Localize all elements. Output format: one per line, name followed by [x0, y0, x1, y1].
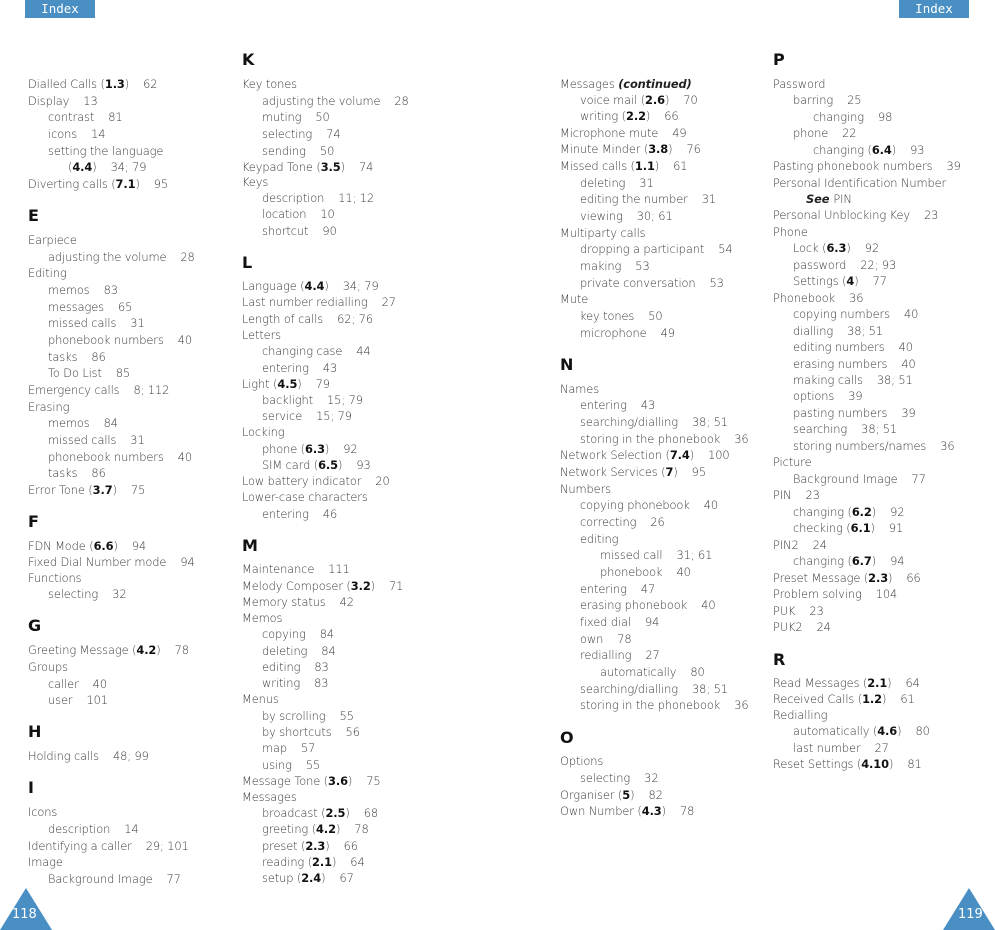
- index-entry: Network Selection (7.4) 100: [560, 448, 730, 462]
- index-subentry: changing (6.2) 92: [793, 505, 905, 519]
- index-subentry: redialling 27: [580, 648, 660, 662]
- index-subentry: barring 25: [793, 93, 862, 107]
- index-subentry: entering 47: [580, 582, 656, 596]
- index-entry: Password: [773, 77, 826, 91]
- index-subentry: storing in the phonebook 36: [580, 698, 749, 712]
- index-entry: Picture: [773, 455, 812, 469]
- index-entry: Messages (continued): [560, 77, 692, 91]
- index-entry: PUK 23: [773, 604, 824, 618]
- index-subentry: user 101: [48, 693, 108, 707]
- index-subentry: phone (6.3) 92: [262, 442, 358, 456]
- index-subentry: To Do List 85: [48, 366, 131, 380]
- index-letter-heading: R: [773, 650, 786, 669]
- index-entry: Fixed Dial Number mode 94: [28, 555, 195, 569]
- index-entry: Diverting calls (7.1) 95: [28, 177, 169, 191]
- index-subentry: making 53: [580, 259, 650, 273]
- header-tab-left: Index: [25, 0, 95, 18]
- index-subentry: map 57: [262, 741, 316, 755]
- index-subentry: last number 27: [793, 741, 889, 755]
- index-subentry: messages 65: [48, 300, 133, 314]
- index-subentry: entering 46: [262, 507, 338, 521]
- index-subentry: shortcut 90: [262, 224, 337, 238]
- index-subentry: setting the language: [48, 144, 164, 158]
- index-subentry: dropping a participant 54: [580, 242, 733, 256]
- index-subentry: changing case 44: [262, 344, 371, 358]
- index-entry: Pasting phonebook numbers 39: [773, 159, 961, 173]
- index-entry: Received Calls (1.2) 61: [773, 692, 915, 706]
- index-entry: PIN2 24: [773, 538, 827, 552]
- index-entry: Maintenance 111: [242, 562, 350, 576]
- index-subentry: phone 22: [793, 126, 857, 140]
- index-entry: Editing: [28, 266, 67, 280]
- index-see-reference: See PIN: [806, 192, 852, 206]
- index-subentry: location 10: [262, 207, 335, 221]
- index-entry: Personal Identification Number: [773, 176, 947, 190]
- index-subentry: memos 84: [48, 416, 118, 430]
- index-letter-heading: L: [242, 253, 253, 272]
- index-subentry: description 14: [48, 822, 139, 836]
- index-subentry: phonebook numbers 40: [48, 450, 193, 464]
- index-subentry: memos 83: [48, 283, 118, 297]
- index-entry: Dialled Calls (1.3) 62: [28, 77, 158, 91]
- index-subentry: fixed dial 94: [580, 615, 660, 629]
- index-entry: Personal Unblocking Key 23: [773, 208, 939, 222]
- index-subentry: Settings (4) 77: [793, 274, 887, 288]
- index-entry: Light (4.5) 79: [242, 377, 330, 391]
- index-subentry: missed call 31; 61: [600, 548, 713, 562]
- index-entry: Memos: [242, 611, 283, 625]
- index-entry: Numbers: [560, 482, 611, 496]
- index-subentry: own 78: [580, 632, 632, 646]
- index-entry: Emergency calls 8; 112: [28, 383, 170, 397]
- index-subentry: phonebook numbers 40: [48, 333, 193, 347]
- index-entry: Keypad Tone (3.5) 74: [242, 160, 374, 174]
- index-subentry: erasing numbers 40: [793, 357, 916, 371]
- index-subentry: preset (2.3) 66: [262, 839, 358, 853]
- index-entry: Length of calls 62; 76: [242, 312, 373, 326]
- index-subentry: description 11; 12: [262, 191, 375, 205]
- index-subentry: changing (6.4) 93: [813, 143, 925, 157]
- index-entry: Problem solving 104: [773, 587, 898, 601]
- index-subentry: microphone 49: [580, 326, 675, 340]
- index-entry: Microphone mute 49: [560, 126, 687, 140]
- index-entry: Preset Message (2.3) 66: [773, 571, 921, 585]
- index-subentry: sending 50: [262, 144, 335, 158]
- index-subentry: storing numbers/names 36: [793, 439, 955, 453]
- index-letter-heading: K: [242, 50, 255, 69]
- index-entry: Missed calls (1.1) 61: [560, 159, 688, 173]
- index-subentry: pasting numbers 39: [793, 406, 916, 420]
- index-subentry: editing numbers 40: [793, 340, 913, 354]
- index-entry: Lower-case characters: [242, 490, 368, 504]
- index-subentry: Lock (6.3) 92: [793, 241, 879, 255]
- index-subentry: deleting 31: [580, 176, 654, 190]
- index-subentry: broadcast (2.5) 68: [262, 806, 378, 820]
- index-entry: Functions: [28, 571, 82, 585]
- index-subentry: editing the number 31: [580, 192, 716, 206]
- index-entry: Messages: [242, 790, 297, 804]
- index-letter-heading: F: [28, 512, 39, 531]
- index-subentry: storing in the phonebook 36: [580, 432, 749, 446]
- index-subentry: by scrolling 55: [262, 709, 354, 723]
- index-subentry: changing 98: [813, 110, 893, 124]
- index-subentry: copying numbers 40: [793, 307, 919, 321]
- index-subentry: tasks 86: [48, 350, 106, 364]
- index-entry: Redialling: [773, 708, 828, 722]
- index-subentry: writing 83: [262, 676, 329, 690]
- index-entry: Groups: [28, 660, 69, 674]
- index-subentry: contrast 81: [48, 110, 123, 124]
- index-subentry: password 22; 93: [793, 258, 897, 272]
- index-entry: Phone: [773, 225, 808, 239]
- index-entry: Display 13: [28, 94, 98, 108]
- index-entry: Options: [560, 754, 604, 768]
- index-entry: Names: [560, 382, 600, 396]
- index-entry: Network Services (7) 95: [560, 465, 706, 479]
- index-entry: Erasing: [28, 400, 70, 414]
- index-entry: Language (4.4) 34; 79: [242, 279, 379, 293]
- index-entry: Low battery indicator 20: [242, 474, 390, 488]
- index-entry: PUK2 24: [773, 620, 831, 634]
- index-letter-heading: H: [28, 722, 42, 741]
- header-tab-right: Index: [899, 0, 969, 18]
- index-subentry: phonebook 40: [600, 565, 691, 579]
- index-subentry: using 55: [262, 758, 321, 772]
- index-entry: Message Tone (3.6) 75: [242, 774, 381, 788]
- index-subentry: icons 14: [48, 127, 106, 141]
- index-subentry: backlight 15; 79: [262, 393, 363, 407]
- index-subentry: changing (6.7) 94: [793, 554, 905, 568]
- index-subentry: editing 83: [262, 660, 329, 674]
- index-subentry: automatically (4.6) 80: [793, 724, 930, 738]
- index-entry: Memory status 42: [242, 595, 354, 609]
- index-letter-heading: G: [28, 616, 42, 635]
- index-subentry: selecting 32: [48, 587, 127, 601]
- index-subentry: adjusting the volume 28: [48, 250, 195, 264]
- index-subentry: dialling 38; 51: [793, 324, 883, 338]
- index-entry: Read Messages (2.1) 64: [773, 676, 920, 690]
- index-entry: Image: [28, 855, 63, 869]
- index-subentry: writing (2.2) 66: [580, 109, 679, 123]
- index-entry: Letters: [242, 328, 282, 342]
- index-entry: Earpiece: [28, 233, 77, 247]
- index-entry: Phonebook 36: [773, 291, 864, 305]
- index-entry: Identifying a caller 29; 101: [28, 839, 189, 853]
- index-subentry: SIM card (6.5) 93: [262, 458, 371, 472]
- index-entry: Locking: [242, 425, 285, 439]
- index-subentry: copying 84: [262, 627, 335, 641]
- index-entry: Last number redialling 27: [242, 295, 396, 309]
- index-subentry: entering 43: [262, 361, 338, 375]
- index-subentry: Background Image 77: [793, 472, 926, 486]
- index-letter-heading: P: [773, 50, 785, 69]
- index-subentry: service 15; 79: [262, 409, 352, 423]
- index-subentry: editing: [580, 532, 619, 546]
- index-subentry: entering 43: [580, 398, 656, 412]
- index-subentry: reading (2.1) 64: [262, 855, 365, 869]
- index-subentry: searching/dialling 38; 51: [580, 682, 728, 696]
- index-subentry: caller 40: [48, 677, 107, 691]
- page-number-left: 118: [12, 907, 37, 922]
- index-subentry: tasks 86: [48, 466, 106, 480]
- index-entry: Greeting Message (4.2) 78: [28, 643, 189, 657]
- index-entry: Holding calls 48; 99: [28, 749, 149, 763]
- index-subentry: voice mail (2.6) 70: [580, 93, 698, 107]
- index-subentry: Background Image 77: [48, 872, 181, 886]
- index-entry: Error Tone (3.7) 75: [28, 483, 146, 497]
- index-subentry: key tones 50: [580, 309, 663, 323]
- index-subentry: by shortcuts 56: [262, 725, 360, 739]
- index-subentry: private conversation 53: [580, 276, 724, 290]
- index-subentry: selecting 32: [580, 771, 659, 785]
- index-entry: Own Number (4.3) 78: [560, 804, 695, 818]
- index-subentry: viewing 30; 61: [580, 209, 673, 223]
- index-entry: Minute Minder (3.8) 76: [560, 142, 701, 156]
- index-subentry: deleting 84: [262, 644, 336, 658]
- index-entry: Keys: [242, 175, 269, 189]
- index-letter-heading: I: [28, 778, 34, 797]
- index-subentry: erasing phonebook 40: [580, 598, 716, 612]
- index-subentry: (4.4) 34; 79: [68, 160, 147, 174]
- index-subentry: checking (6.1) 91: [793, 521, 904, 535]
- index-subentry: adjusting the volume 28: [262, 94, 409, 108]
- index-subentry: missed calls 31: [48, 316, 145, 330]
- index-subentry: making calls 38; 51: [793, 373, 913, 387]
- index-subentry: muting 50: [262, 110, 330, 124]
- index-subentry: selecting 74: [262, 127, 341, 141]
- index-entry: Icons: [28, 805, 58, 819]
- index-entry: FDN Mode (6.6) 94: [28, 539, 147, 553]
- index-entry: Mute: [560, 292, 589, 306]
- page-number-right: 119: [958, 907, 983, 922]
- index-entry: PIN 23: [773, 488, 820, 502]
- index-entry: Multiparty calls: [560, 226, 646, 240]
- index-subentry: copying phonebook 40: [580, 498, 719, 512]
- index-letter-heading: O: [560, 728, 574, 747]
- index-subentry: greeting (4.2) 78: [262, 822, 369, 836]
- index-subentry: setup (2.4) 67: [262, 871, 354, 885]
- index-subentry: automatically 80: [600, 665, 705, 679]
- index-subentry: options 39: [793, 389, 863, 403]
- index-letter-heading: M: [242, 536, 258, 555]
- index-letter-heading: N: [560, 355, 574, 374]
- index-entry: Organiser (5) 82: [560, 788, 663, 802]
- index-entry: Key tones: [242, 77, 297, 91]
- index-subentry: searching/dialling 38; 51: [580, 415, 728, 429]
- index-subentry: missed calls 31: [48, 433, 145, 447]
- index-subentry: searching 38; 51: [793, 422, 898, 436]
- index-entry: Melody Composer (3.2) 71: [242, 579, 404, 593]
- index-entry: Menus: [242, 692, 279, 706]
- index-entry: Reset Settings (4.10) 81: [773, 757, 922, 771]
- index-subentry: correcting 26: [580, 515, 665, 529]
- index-letter-heading: E: [28, 206, 39, 225]
